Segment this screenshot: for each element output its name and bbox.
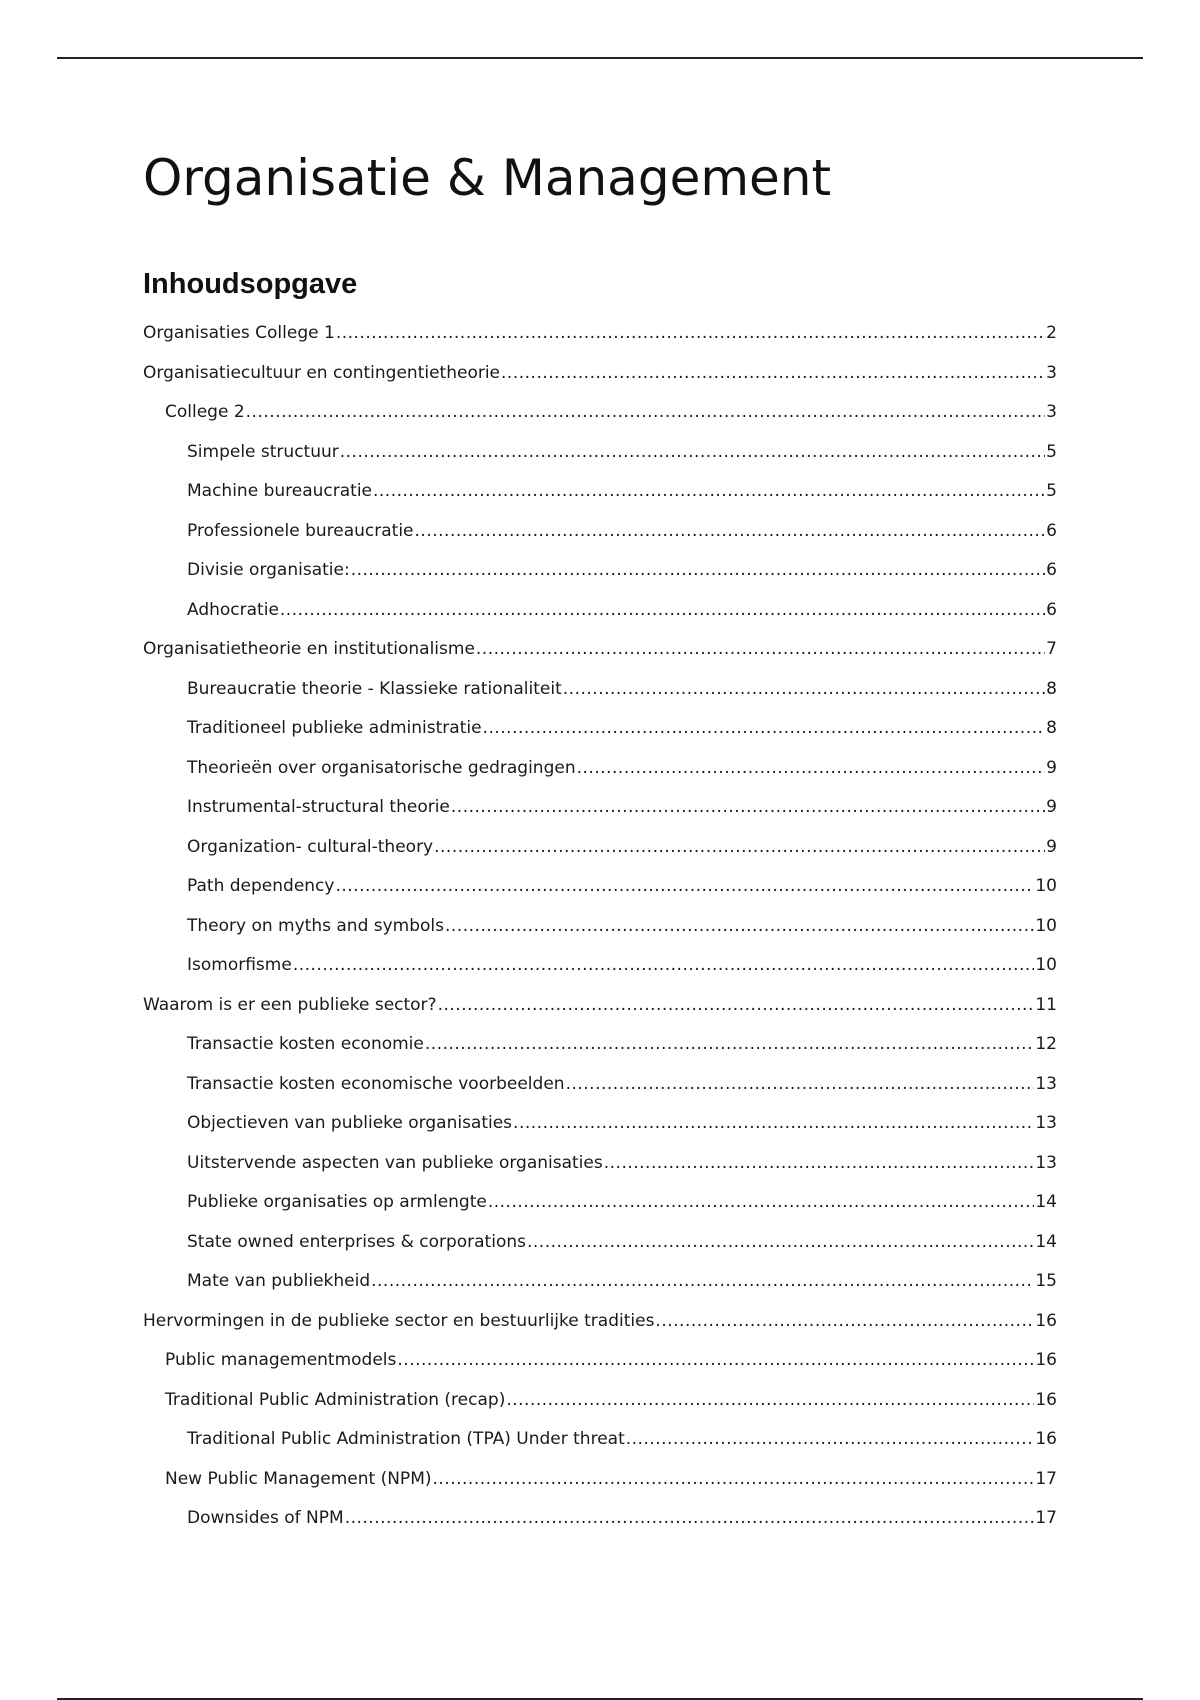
toc-entry-title: Uitstervende aspecten van publieke organisaties (187, 1152, 603, 1173)
toc-page-number: 3 (1046, 402, 1057, 422)
toc-entry[interactable] (143, 867, 1057, 907)
toc-dot-leader (335, 867, 1034, 907)
toc-page-number: 11 (1035, 994, 1057, 1015)
toc-entry[interactable] (143, 1104, 1057, 1144)
toc-page-number: 3 (1046, 362, 1057, 383)
toc-dot-leader (246, 393, 1046, 433)
toc-entry-title: College 2 (165, 402, 245, 422)
toc-entry-title: State owned enterprises & corporations (187, 1231, 526, 1252)
toc-page-number: 5 (1046, 441, 1057, 462)
toc-entry-title: Downsides of NPM (187, 1508, 344, 1528)
toc-dot-leader (506, 1381, 1034, 1421)
toc-entry[interactable] (143, 1223, 1057, 1263)
toc-entry[interactable] (143, 828, 1057, 868)
toc-dot-leader (626, 1420, 1035, 1460)
toc-entry-title: Professionele bureaucratie (187, 520, 414, 541)
toc-dot-leader (513, 1104, 1034, 1144)
toc-page-number: 13 (1035, 1073, 1057, 1094)
toc-page-number: 9 (1046, 797, 1057, 817)
toc-dot-leader (476, 630, 1045, 670)
header-rule (57, 57, 1143, 59)
toc-entry-title: Transactie kosten economie (187, 1034, 424, 1054)
toc-page-number: 8 (1046, 678, 1057, 699)
toc-dot-leader (336, 314, 1045, 354)
toc-entry-title: Organization- cultural-theory (187, 836, 434, 857)
toc-dot-leader (293, 946, 1035, 986)
toc-entry[interactable] (143, 907, 1057, 947)
toc-entry[interactable] (143, 1460, 1057, 1500)
toc-entry-title: Publieke organisaties op armlengte (187, 1192, 487, 1212)
toc-entry[interactable] (143, 749, 1057, 789)
toc-dot-leader (488, 1183, 1035, 1223)
toc-page-number: 2 (1046, 323, 1057, 343)
toc-entry[interactable] (143, 1065, 1057, 1105)
toc-entry-title: Objectieven van publieke organisaties (187, 1113, 513, 1133)
toc-dot-leader (415, 512, 1046, 552)
toc-page-number: 13 (1035, 1152, 1057, 1173)
toc-entry-title: Traditional Public Administration (recap) (165, 1389, 506, 1410)
toc-page-number: 15 (1035, 1271, 1057, 1291)
toc-entry[interactable] (143, 986, 1057, 1026)
toc-page-number: 12 (1035, 1034, 1057, 1054)
toc-dot-leader (527, 1223, 1034, 1263)
toc-entry[interactable] (143, 1341, 1057, 1381)
toc-entry[interactable] (143, 1144, 1057, 1184)
document-title: Organisatie & Management (143, 149, 832, 207)
toc-dot-leader (655, 1302, 1034, 1342)
toc-entry-title: Theorieën over organisatorische gedragingen (187, 757, 576, 778)
toc-entry[interactable] (143, 670, 1057, 710)
toc-dot-leader (483, 709, 1046, 749)
toc-entry-title: Simpele structuur (187, 441, 339, 462)
toc-entry-title: Public managementmodels (165, 1350, 397, 1370)
toc-entry-title: Traditioneel publieke administratie (187, 718, 482, 738)
toc-dot-leader (371, 1262, 1034, 1302)
toc-entry-title: Transactie kosten economische voorbeelden (187, 1073, 565, 1094)
toc-page-number: 6 (1046, 520, 1057, 541)
toc-dot-leader (434, 828, 1045, 868)
toc-page-number: 13 (1035, 1113, 1057, 1133)
toc-entry[interactable] (143, 354, 1057, 394)
toc-page-number: 10 (1035, 876, 1057, 896)
toc-dot-leader (397, 1341, 1034, 1381)
toc-entry[interactable] (143, 709, 1057, 749)
toc-entry[interactable] (143, 591, 1057, 631)
toc-dot-leader (280, 591, 1045, 631)
toc-page-number: 14 (1035, 1231, 1057, 1252)
toc-page-number: 17 (1035, 1508, 1057, 1528)
toc-dot-leader (345, 1499, 1035, 1539)
toc-page-number: 6 (1046, 599, 1057, 620)
toc-dot-leader (604, 1144, 1035, 1184)
toc-page-number: 9 (1046, 836, 1057, 857)
toc-page-number: 9 (1046, 757, 1057, 778)
toc-page-number: 17 (1035, 1468, 1057, 1489)
table-of-contents (143, 314, 1057, 1539)
toc-entry[interactable] (143, 551, 1057, 591)
toc-entry[interactable] (143, 472, 1057, 512)
toc-entry-title: Waarom is er een publieke sector? (143, 994, 437, 1015)
toc-entry[interactable] (143, 314, 1057, 354)
toc-dot-leader (563, 670, 1045, 710)
toc-entry-title: Path dependency (187, 876, 335, 896)
toc-entry[interactable] (143, 1262, 1057, 1302)
toc-dot-leader (425, 1025, 1034, 1065)
toc-entry[interactable] (143, 512, 1057, 552)
toc-entry[interactable] (143, 946, 1057, 986)
toc-entry[interactable] (143, 630, 1057, 670)
toc-heading: Inhoudsopgave (143, 268, 358, 300)
toc-dot-leader (445, 907, 1034, 947)
toc-dot-leader (438, 986, 1035, 1026)
toc-page-number: 10 (1035, 915, 1057, 936)
toc-entry-title: Hervormingen in de publieke sector en bestuurlijke tradities (143, 1310, 655, 1331)
toc-entry-title: Mate van publiekheid (187, 1271, 371, 1291)
toc-dot-leader (433, 1460, 1035, 1500)
toc-page-number: 7 (1046, 639, 1057, 659)
toc-dot-leader (351, 551, 1045, 591)
toc-entry-title: New Public Management (NPM) (165, 1468, 432, 1489)
toc-page-number: 6 (1046, 560, 1057, 580)
toc-page-number: 16 (1035, 1389, 1057, 1410)
toc-entry-title: Organisatiecultuur en contingentietheorie (143, 362, 501, 383)
toc-page-number: 16 (1035, 1310, 1057, 1331)
toc-entry-title: Machine bureaucratie (187, 481, 372, 501)
toc-page-number: 16 (1035, 1350, 1057, 1370)
toc-entry[interactable] (143, 788, 1057, 828)
toc-dot-leader (501, 354, 1045, 394)
toc-entry-title: Isomorfisme (187, 955, 292, 975)
toc-entry[interactable] (143, 1025, 1057, 1065)
toc-entry-title: Organisaties College 1 (143, 323, 335, 343)
toc-dot-leader (373, 472, 1045, 512)
toc-entry[interactable] (143, 1183, 1057, 1223)
toc-page-number: 14 (1035, 1192, 1057, 1212)
toc-entry[interactable] (143, 393, 1057, 433)
toc-entry-title: Traditional Public Administration (TPA) Under threat (187, 1429, 625, 1449)
toc-entry[interactable] (143, 1381, 1057, 1421)
toc-page-number: 10 (1035, 955, 1057, 975)
toc-dot-leader (566, 1065, 1035, 1105)
toc-entry[interactable] (143, 433, 1057, 473)
toc-dot-leader (577, 749, 1046, 789)
toc-entry-title: Adhocratie (187, 599, 279, 620)
toc-page-number: 16 (1035, 1429, 1057, 1449)
toc-entry-title: Organisatietheorie en institutionalisme (143, 639, 475, 659)
toc-entry-title: Instrumental-structural theorie (187, 797, 450, 817)
toc-dot-leader (340, 433, 1045, 473)
toc-page-number: 5 (1046, 481, 1057, 501)
toc-entry-title: Divisie organisatie: (187, 560, 350, 580)
toc-page-number: 8 (1046, 718, 1057, 738)
toc-dot-leader (451, 788, 1045, 828)
toc-entry[interactable] (143, 1499, 1057, 1539)
toc-entry[interactable] (143, 1302, 1057, 1342)
toc-entry-title: Bureaucratie theorie - Klassieke rationaliteit (187, 678, 562, 699)
toc-entry-title: Theory on myths and symbols (187, 915, 445, 936)
toc-entry[interactable] (143, 1420, 1057, 1460)
